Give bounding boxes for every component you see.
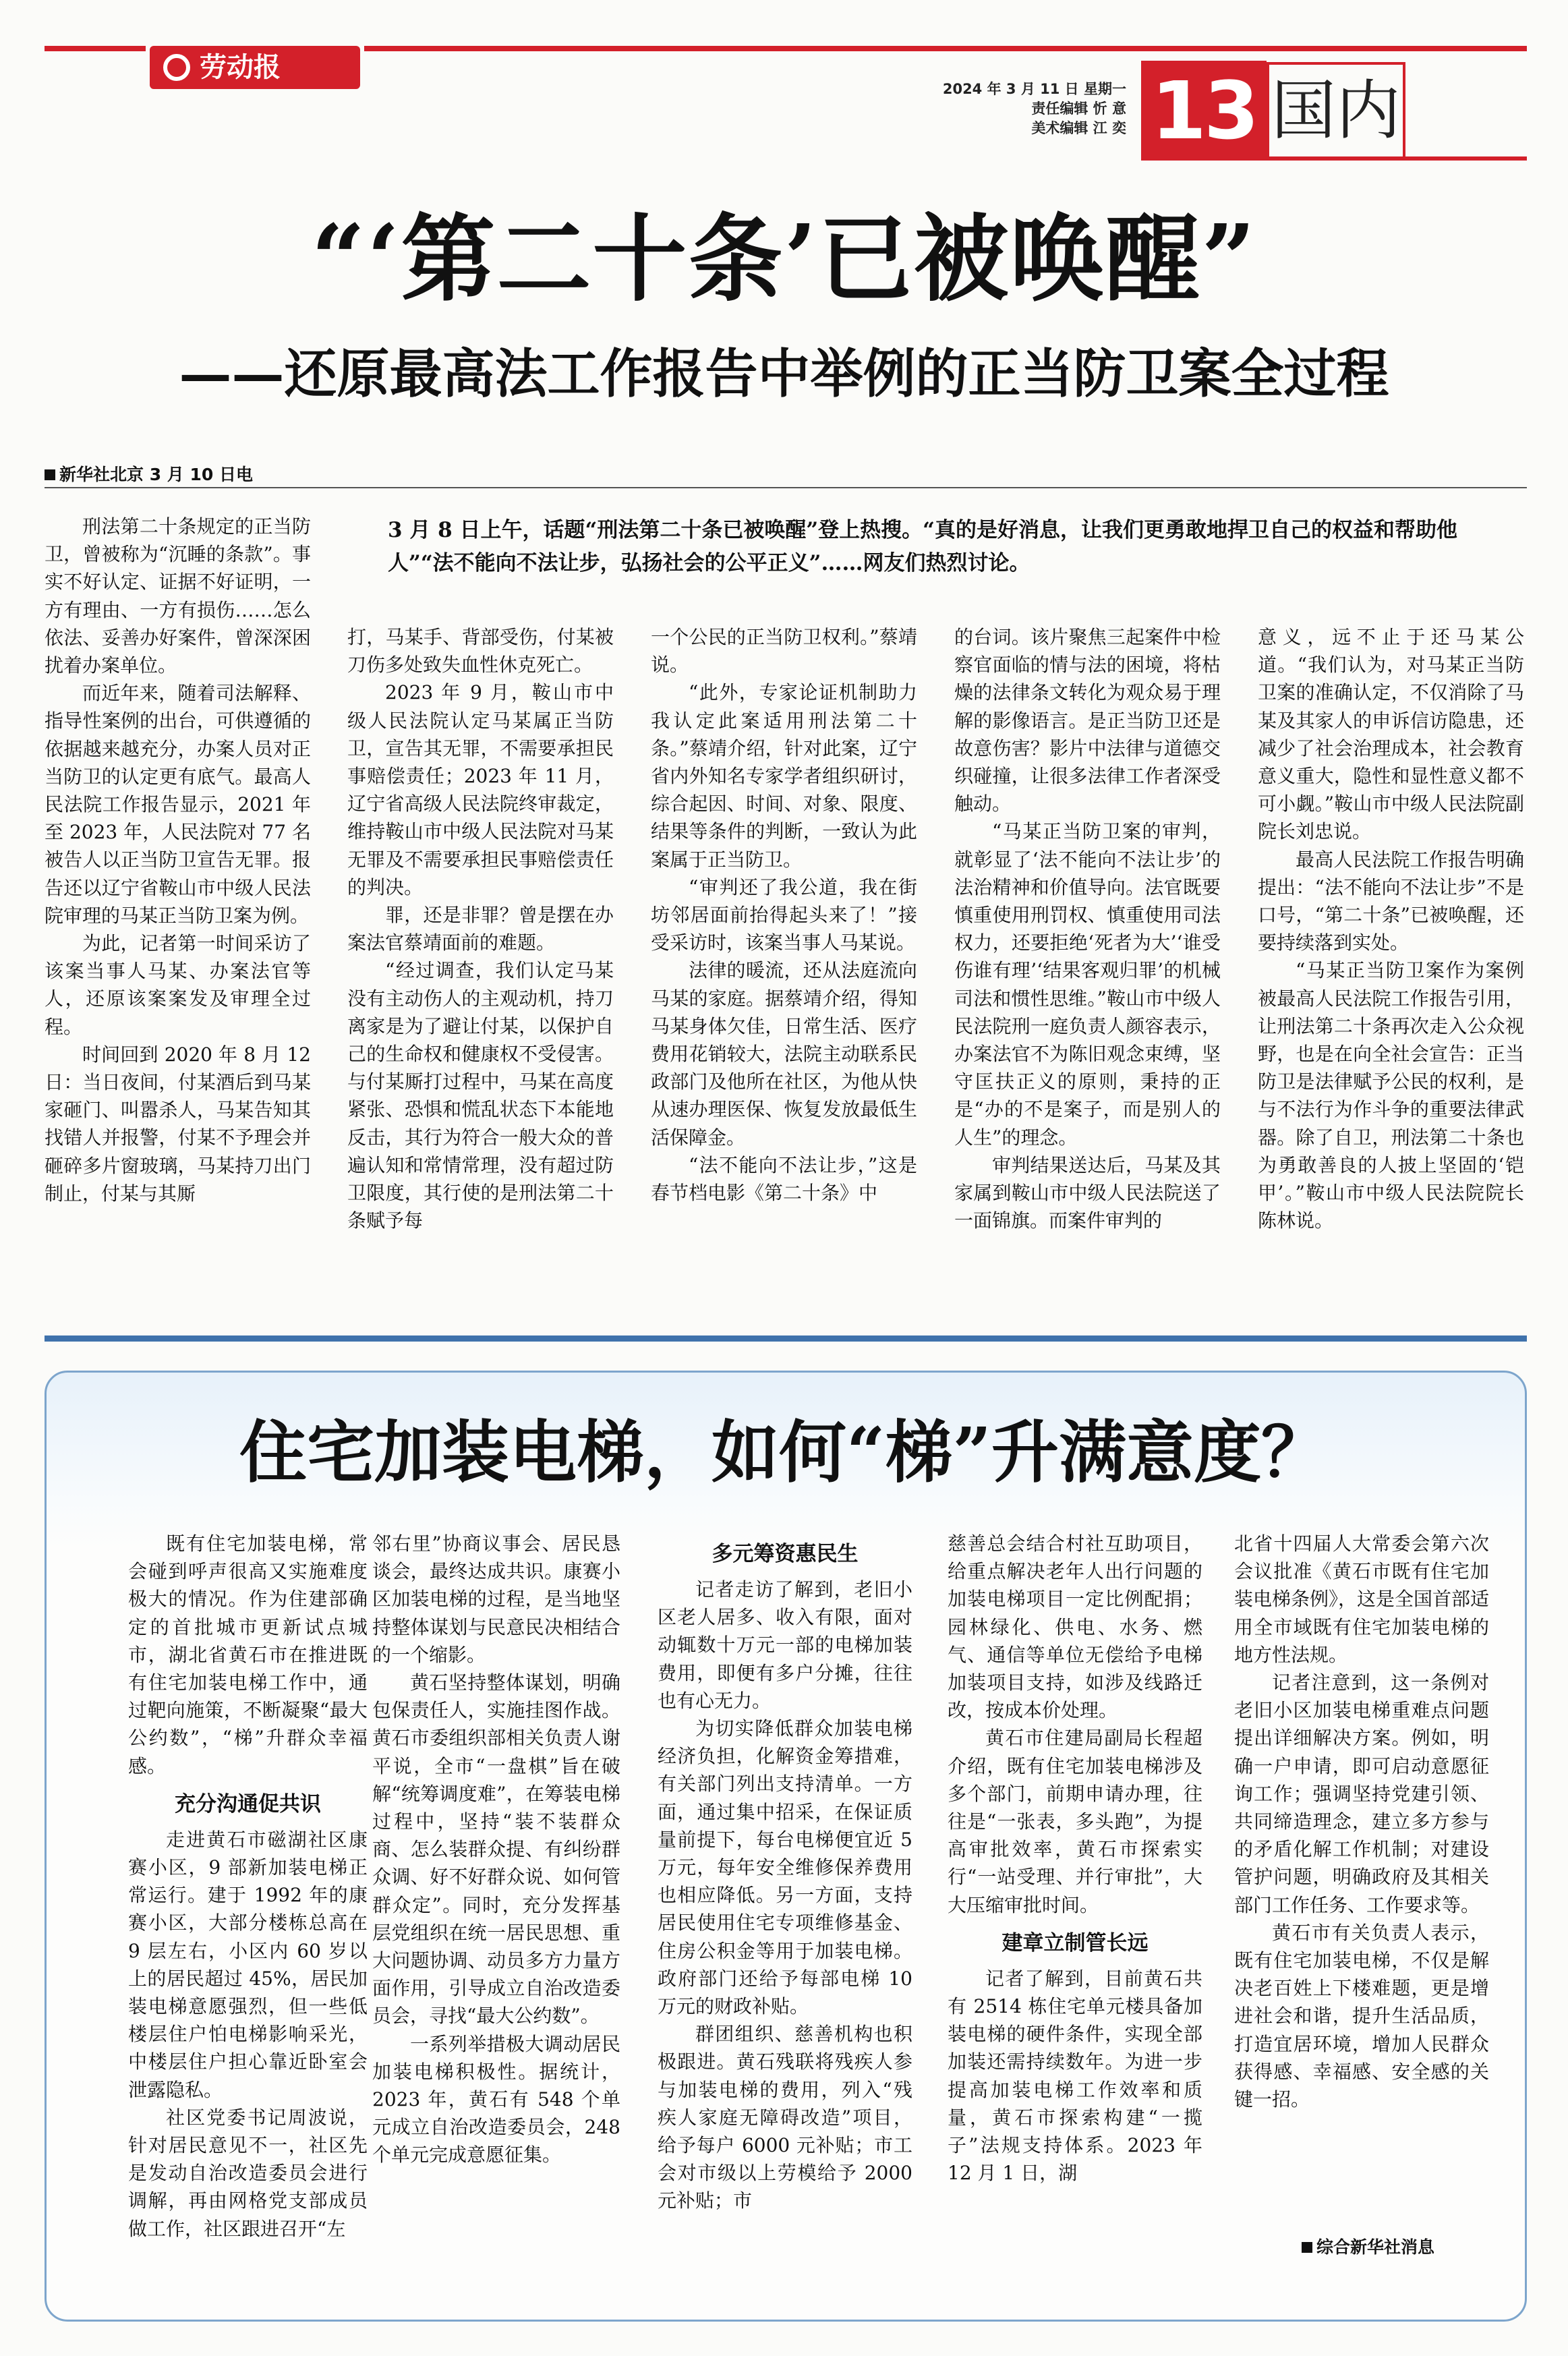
article2-column-5 [1234, 1530, 1489, 2113]
paragraph: 为切实降低群众加装电梯经济负担，化解资金筹措难，有关部门列出支持清单。一方面，通过集中招采，在保证质量前提下，每台电梯便宜近 5 万元，每年安全维修保养费用也相应降低。另一方面，支持居民使用住宅专项维修基金、住房公积金等用于加装电梯。政府部门还给予每部电梯 10 万元的财政补贴。 [658, 1717, 912, 2018]
article2-headline: 住宅加装电梯，如何“梯”升满意度？ [239, 1412, 1329, 1492]
paragraph: “此外，专家论证机制助力我认定此案适用刑法第二十条。”蔡靖介绍，针对此案，辽宁省内外知名专家学者组织研讨，综合起因、时间、对象、限度、结果等条件的判断，一致认为此案属于正当防卫。 [651, 681, 917, 871]
paragraph: 一系列举措极大调动居民加装电梯积极性。据统计，2023 年，黄石有 548 个单元成立自治改造委员会，248 个单元完成意愿征集。 [372, 2032, 620, 2166]
paragraph: 黄石坚持整体谋划，明确包保责任人，实施挂图作战。黄石市委组织部相关负责人谢平说，全市“一盘棋”旨在破解“统筹调度难”，在筹装电梯过程中，坚持“装不装群众商、怎么装群众提、有纠纷群众调、好不好群众说、如何管群众定”。同时，充分发挥基层党组织在统一居民思想、重大问题协调、动员多方力量方面作用，引导成立自治改造委员会，寻找“最大公约数”。 [372, 1671, 620, 2028]
paragraph: 罪，还是非罪？曾是摆在办案法官蔡靖面前的难题。 [347, 904, 614, 954]
logo-mark-icon [163, 54, 190, 81]
dateline-text: 新华社北京 3 月 10 日电 [59, 465, 254, 484]
art-editor: 美术编辑 江 奕 [1031, 120, 1126, 136]
article2-column-1 [128, 1530, 368, 2243]
newspaper-logo [150, 46, 360, 89]
issue-meta [924, 80, 1126, 138]
responsible-editor: 责任编辑 忻 意 [1031, 100, 1126, 117]
paragraph: 社区党委书记周波说，针对居民意见不一，社区先是发动自治改造委员会进行调解，再由网格党支部成员做工作，社区跟进召开“左 [128, 2106, 368, 2240]
paragraph: 为此，记者第一时间采访了该案当事人马某、办案法官等人，还原该案案发及审理全过程。 [45, 932, 311, 1038]
paragraph: 走进黄石市磁湖社区康赛小区，9 部新加装电梯正常运行。建于 1992 年的康赛小区，大部分楼栋总高在 9 层左右，小区内 60 岁以上的居民超过 45%，居民加装电梯意愿强烈，但一些低楼层住户怕电梯影响采光，中楼层住户担心靠近卧室会泄露隐私。 [128, 1828, 368, 2101]
paragraph: 黄石市有关负责人表示，既有住宅加装电梯，不仅是解决老百姓上下楼难题，更是增进社会和谐，提升生活品质，打造宜居环境，增加人民群众获得感、幸福感、安全感的关键一招。 [1234, 1921, 1489, 2111]
article1-column-3 [651, 623, 917, 1207]
article2-column-2 [372, 1530, 620, 2169]
paragraph: 时间回到 2020 年 8 月 12 日：当日夜间，付某酒后到马某家砸门、叫嚣杀人，马某告知其找错人并报警，付某不予理会并砸碎多片窗玻璃，马某持刀出门制止，付某与其厮 [45, 1043, 311, 1205]
article2-credit [1302, 2234, 1434, 2258]
article1-dateline [45, 461, 253, 486]
paragraph: 刑法第二十条规定的正当防卫，曾被称为“沉睡的条款”。事实不好认定、证据不好证明，一方有理由、一方有损伤……怎么依法、妥善办好案件，曾深深困扰着办案单位。 [45, 515, 311, 677]
top-rule-left [45, 46, 146, 51]
paragraph: 慈善总会结合村社互助项目，给重点解决老年人出行问题的加装电梯项目一定比例配捐；园林绿化、供电、水务、燃气、通信等单位无偿给予电梯加装项目支持，如涉及线路迁改，按成本价处理。 [948, 1532, 1202, 1722]
subhead: 建章立制管长远 [1001, 1930, 1149, 1955]
paragraph: 审判结果送达后，马某及其家属到鞍山市中级人民法院送了一面锦旗。而案件审判的 [954, 1153, 1221, 1232]
credit-text: 综合新华社消息 [1316, 2237, 1435, 2257]
article1-column-2 [347, 623, 614, 1234]
article1-headline: “‘第二十条’已被唤醒” [311, 204, 1257, 315]
paragraph: 最高人民法院工作报告明确提出：“法不能向不法让步”不是口号，“第二十条”已被唤醒，还要持续落到实处。 [1258, 848, 1524, 954]
paragraph: 记者走访了解到，老旧小区老人居多、收入有限，面对动辄数十万元一部的电梯加装费用，即便有多户分摊，往往也有心无力。 [658, 1578, 912, 1712]
paragraph: “经过调查，我们认定马某没有主动伤人的主观动机，持刀离家是为了避让付某，以保护自己的生命权和健康权不受侵害。与付某厮打过程中，马某在高度紧张、恐惧和慌乱状态下本能地反击，其行为符合一般大众的普遍认知和常情常理，没有超过防卫限度，其行使的是刑法第二十条赋予每 [347, 959, 614, 1232]
paragraph: 一个公民的正当防卫权利。”蔡靖说。 [651, 626, 917, 677]
square-bullet-icon [45, 469, 55, 480]
paragraph: 北省十四届人大常委会第六次会议批准《黄石市既有住宅加装电梯条例》，这是全国首部适用全市域既有住宅加装电梯的地方性法规。 [1234, 1532, 1490, 1666]
paragraph: “法不能向不法让步，”这是春节档电影《第二十条》中 [651, 1153, 917, 1205]
paragraph: 而近年来，随着司法解释、指导性案例的出台，可供遵循的依据越来越充分，办案人员对正当防卫的认定更有底气。最高人民法院工作报告显示，2021 年至 2023 年，人民法院对 77 名被告人以正当防卫宣告无罪。报告还以辽宁省鞍山市中级人民法院审理的马某正当防卫案为例。 [45, 682, 311, 927]
paragraph: “马某正当防卫案的审判，就彰显了‘法不能向不法让步’的法治精神和价值导向。法官既要慎重使用刑罚权、慎重使用司法权力，还要拒绝‘死者为大’‘谁受伤谁有理’‘结果客观归罪’的机械司法和惯性思维。”鞍山市中级人民法院刑一庭负责人颜容表示，办案法官不为陈旧观念束缚，坚守匡扶正义的原则，秉持的正是“办的不是案子，而是别人的人生”的理念。 [954, 820, 1221, 1149]
paragraph: 2023 年 9 月，鞍山市中级人民法院认定马某属正当防卫，宣告其无罪，不需要承担民事赔偿责任；2023 年 11 月，辽宁省高级人民法院终审裁定，维持鞍山市中级人民法院对马某无罪及不需要承担民事赔偿责任的判决。 [347, 681, 614, 898]
section-title: 国内 [1267, 62, 1405, 159]
paragraph: 群团组织、慈善机构也积极跟进。黄石残联将残疾人参与加装电梯的费用，列入“残疾人家庭无障碍改造”项目，给予每户 6000 元补贴；市工会对市级以上劳模给予 2000 元补贴；市 [658, 2023, 912, 2212]
paragraph: 记者注意到，这一条例对老旧小区加装电梯重难点问题提出详细解决方案。例如，明确一户申请，即可启动意愿征询工作；强调坚持党建引领、共同缔造理念，建立多方参与的矛盾化解工作机制；对建设管护问题，明确政府及其相关部门工作任务、工作要求等。 [1234, 1671, 1489, 1916]
square-bullet-icon [1302, 2242, 1312, 2253]
paragraph: 意义，远不止于还马某公道。“我们认为，对马某正当防卫案的准确认定，不仅消除了马某及其家人的申诉信访隐患，还减少了社会治理成本，社会教育意义重大，隐性和显性意义都不可小觑。”鞍山市中级人民法院副院长刘忠说。 [1258, 626, 1524, 843]
page-number: 13 [1141, 61, 1267, 161]
paragraph: 邻右里”协商议事会、居民恳谈会，最终达成共识。康赛小区加装电梯的过程，是当地坚持整体谋划与民意民决相结合的一个缩影。 [372, 1532, 620, 1666]
paragraph: 记者了解到，目前黄石共有 2514 栋住宅单元楼具备加装电梯的硬件条件，实现全部加装还需持续数年。为进一步提高加装电梯工作效率和质量，黄石市探索构建“一揽子”法规支持体系。2023 年 12 月 1 日，湖 [948, 1967, 1202, 2185]
article1-column-4 [954, 623, 1221, 1234]
section-divider [45, 1335, 1527, 1342]
article1-column-1 [45, 513, 311, 1207]
subhead: 充分沟通促共识 [175, 1791, 321, 1816]
article2-column-3 [658, 1530, 912, 2215]
article1-lead: 3 月 8 日上午，话题“刑法第二十条已被唤醒”登上热搜。“真的是好消息，让我们更勇敢地捍卫自己的权益和帮助他人”“法不能向不法让步，弘扬社会的公平正义”……网友们热烈讨论。 [388, 518, 1458, 575]
paragraph: “审判还了我公道，我在街坊邻居面前抬得起头来了！”接受采访时，该案当事人马某说。 [651, 875, 917, 954]
article2-column-4 [948, 1530, 1202, 2187]
paragraph: 既有住宅加装电梯，常会碰到呼声很高又实施难度极大的情况。作为住建部确定的首批城市更新试点城市，湖北省黄石市在推进既有住宅加装电梯工作中，通过靶向施策，不断凝聚“最大公约数”，“梯”升群众幸福感。 [128, 1532, 368, 1777]
paragraph: 的台词。该片聚焦三起案件中检察官面临的情与法的困境，将枯燥的法律条文转化为观众易于理解的影像语言。是正当防卫还是故意伤害？影片中法律与道德交织碰撞，让很多法律工作者深受触动。 [954, 626, 1221, 815]
article1-subheadline: ——还原最高法工作报告中举例的正当防卫案全过程 [179, 343, 1389, 405]
paragraph: 打，马某手、背部受伤，付某被刀伤多处致失血性休克死亡。 [347, 626, 614, 677]
issue-date: 2024 年 3 月 11 日 星期一 [942, 81, 1126, 97]
dateline-rule [45, 487, 1527, 488]
paragraph: 黄石市住建局副局长程超介绍，既有住宅加装电梯涉及多个部门，前期申请办理，往往是“一张表，多头跑”，为提高审批效率，黄石市探索实行“一站受理、并行审批”，大大压缩审批时间。 [948, 1727, 1202, 1916]
top-rule-right [364, 46, 1527, 51]
logo-text: 劳动报 [200, 51, 281, 83]
subhead: 多元筹资惠民生 [712, 1542, 859, 1566]
article1-column-5 [1258, 623, 1524, 1234]
paragraph: 法律的暖流，还从法庭流向马某的家庭。据蔡靖介绍，得知马某身体欠佳，日常生活、医疗费用花销较大，法院主动联系民政部门及他所在社区，为他从快从速办理医保、恢复发放最低生活保障金。 [651, 959, 917, 1149]
paragraph: “马某正当防卫案作为案例被最高人民法院工作报告引用，让刑法第二十条再次走入公众视野，也是在向全社会宣告：正当防卫是法律赋予公民的权利，是与不法行为作斗争的重要法律武器。除了自卫，刑法第二十条也为勇敢善良的人披上坚固的‘铠甲’。”鞍山市中级人民法院院长陈林说。 [1258, 959, 1524, 1232]
